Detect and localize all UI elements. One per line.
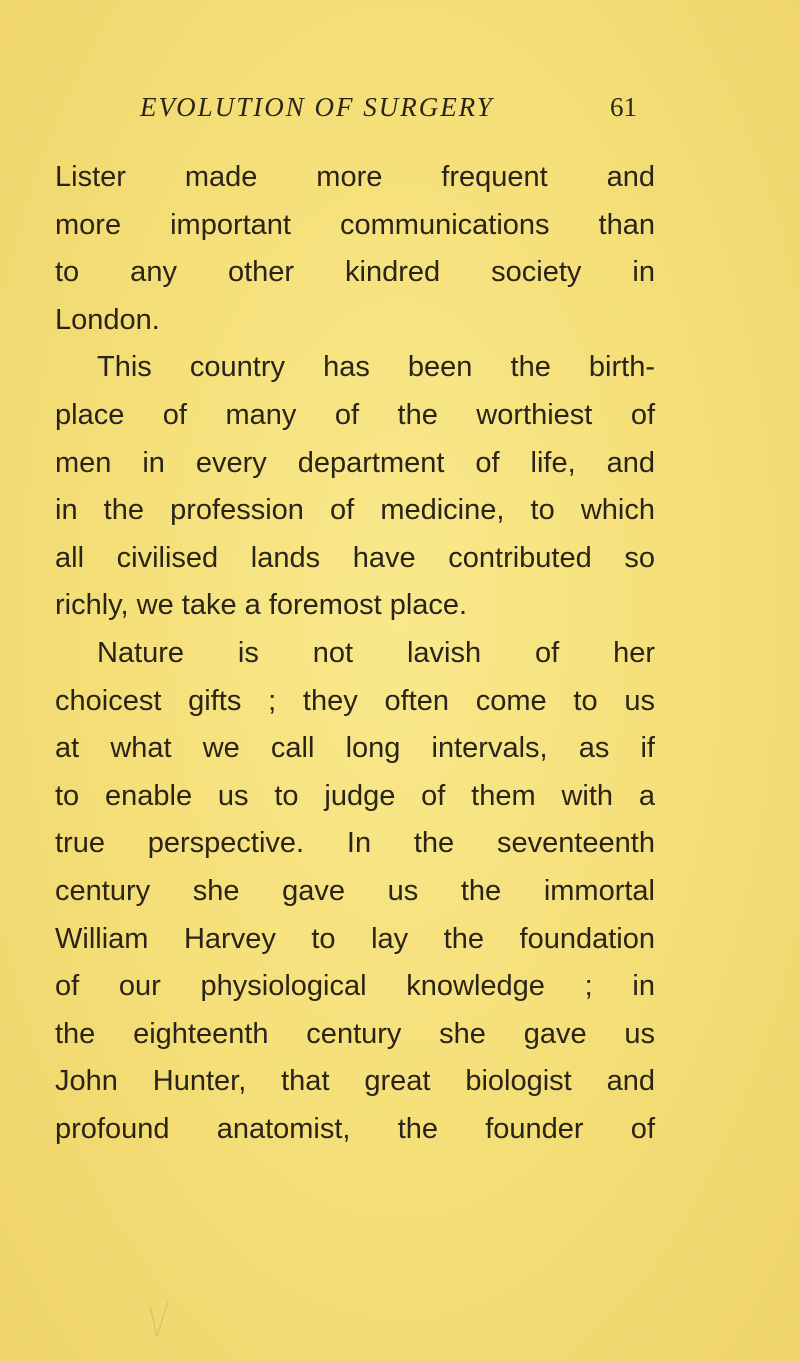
text-line: the eighteenth century she gave us [55,1017,655,1050]
text-line: at what we call long intervals, as if [55,732,655,765]
text-line: Nature is not lavish of her [97,636,655,669]
text-line: place of many of the worthiest of [55,398,655,431]
text-line: profound anatomist, the founder of [55,1112,655,1145]
text-line: all civilised lands have contributed so [55,541,655,574]
pencil-tick-mark [148,1300,170,1340]
page-number: 61 [610,92,637,122]
text-line: century she gave us the immortal [55,874,655,907]
text-line: choicest gifts ; they often come to us [55,684,655,717]
text-line: This country has been the birth- [97,351,655,384]
text-line: Lister made more frequent and [55,161,655,193]
text-line: to any other kindred society in [55,256,655,289]
text-line: William Harvey to lay the foundation [55,922,655,955]
text-line: more important communications than [55,208,655,241]
text-line: men in every department of life, and [55,446,655,479]
running-head [0,92,800,132]
text-line: richly, we take a foremost place. [55,589,468,622]
text-line: of our physiological knowledge ; in [55,970,655,1003]
body-text [55,154,655,1153]
text-line: in the profession of medicine, to which [55,494,655,527]
text-line: London. [55,303,160,336]
running-title: EVOLUTION OF SURGERY [140,92,494,122]
text-line: John Hunter, that great biologist and [55,1065,655,1098]
text-line: to enable us to judge of them with a [55,779,655,812]
text-line: true perspective. In the seventeenth [55,827,655,860]
